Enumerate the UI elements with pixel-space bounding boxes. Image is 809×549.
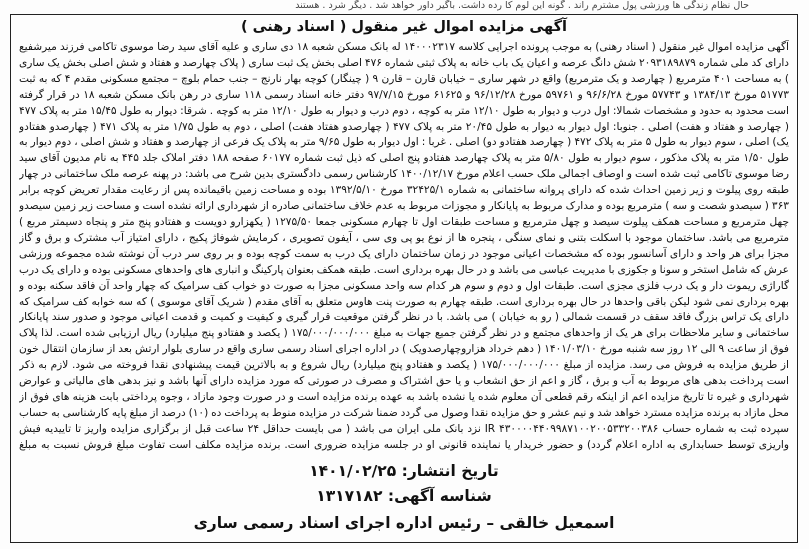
notice-id: شناسه آگهی: ۱۳۱۷۱۸۲ [316,487,492,505]
publish-date: تاریخ انتشار: ۱۴۰۱/۰۲/۲۵ [309,462,499,480]
notice-title: آگهی مزایده اموال غیر منقول ( اسناد رهنی ) [240,19,568,35]
auction-notice-box [10,14,798,543]
previous-notice-fragment: حال نظام زندگی ها ورزشی پول مشترم راند . گونه این لوم کا رده داشت. باگیر داور خواهد شد . دیگر شرد . هستند [295,0,749,11]
signature-line: اسمعیل خالقی – رئیس اداره اجرای اسناد رسمی ساری [193,514,615,532]
notice-body: آگهی مزایده اموال غیر منقول ( اسناد رهنی) به موجب پرونده اجرایی کلاسه ۱۴۰۰۰۲۳۱۷ له بانک مسکن شعبه ۱۸ دی ساری و علیه آقای سید رضا موسوی تاکامی فرزند میرشفیع دارای کد ملی شماره ۲۰۹۳۱۸۹۸۷۹ شش دانگ عرصه و اعیان یک باب خانه به پلاک ثبتی شماره ۴۷۶ اصلی بخش یک ثبت ساری ( پلاک چهارصد و هفتاد و شش اصلی بخش یک ساری ) به مساحت ۴۰۱ مترمربع ( چهارصد و یک مترمربع) واقع در شهر ساری – خیابان قارن – قارن ۹ ( چینگار) کوچه بهار نارنج – جنب حمام بلوچ – مجتمع مسکونی مقدم ۴ که به ثبت ۵۱۷۷۳ مورخ ۱۳۸۴/۱۳ و ۵۷۷۴۳ مورخ ۹۶/۶/۲۸ و ۵۹۷۶۱ مورخ ۹۶/۱۲/۲۸ و ۶۱۶۲۵ مورخ ۹۷/۷/۱۵ دفتر خانه اسناد رسمی ۱۱۸ ساری در رهن بانک مسکن شعبه ۱۸ در قرار گرفته است محدود به حدود و مشخصات شمالا: اول درب و دیوار به طول ۱۲/۱۰ متر به کوچه ، دوم درب و دیوار به طول ۱۲/۱۰ متر به کوچه . شرقا: دیوار به طول ۱۵/۴۵ متر به پلاک ۴۷۷ ( چهارصد و هفتاد و هفت) اصلی . جنوبا: اول دیوار به دیوار به طول ۲۰/۴۵ متر به پلاک ۴۷۷ ( چهارصدو هفتاد هفت) اصلی ، دوم به طول ۱/۷۵ متر به پلاک ۴۷۱ ( چهارصدو هفتادو یک) اصلی ، سوم دیوار به طول ۵ متر به پلاک ۴۷۲ ( چهارصد هفتادو دو) اصلی . غربا : اول دیوار به طول ۹/۶۵ متر به پلاک یک فرعی از چهارصد و هفتاد و شش اصلی ، دوم دیوار به طول ۱/۵۰ متر به پلاک مذکور ، سوم دیوار به طول ۵/۸۰ متر به پلاک چهارصد هفتادو پنج اصلی که ذیل ثبت شماره ۶۰۱۷۷ صفحه ۱۸۸ دفتر املاک جلد ۴۴۵ به نام مدیون آقای سید رضا موسوی تاکامی ثبت شده است و اوصاف اجمالی ملک حسب اعلام مورخ ۱۴۰۰/۱۲/۱۷ کارشناس رسمی دادگستری بدین شرح می باشد: در پهنه عرصه ملک ساختمانی در چهار طبقه روی پیلوت و زیر زمین احداث شده که دارای پروانه ساختمانی به شماره ۳۲۴۲۵/۱ مورخ ۱۳۹۲/۵/۱۰ بوده و مساحت زمین باقیمانده پس از رعایت مقدار تعریض کوچه برابر ۳۶۳ ( سیصدو شصت و سه ) مترمربع بوده و مدارک مربوط به پایانکار و مجوزات مربوط به عدم خلاف ساختمانی صادره از شهرداری ارائه نشده است و مساحت زیر زمین سیصدو چهل مترمربع و مساحت همکف پیلوت سیصد و چهل مترمربع و مساحت طبقات اول تا چهارم مسکونی جمعا ۱۲۷۵/۵۰ ( یکهزارو دویست و هفتادو پنج متر و پنجاه دسیمتر مربع ) مترمربع می باشد. ساختمان موجود با اسکلت بتنی و نمای سنگی ، پنجره ها از نوع یو پی وی سی ، آیفون تصویری ، کرمایش شوفاژ پکیج ، دارای امتیاز آب مشترک و برق و گاز مجزا برای هر واحد و دارای آسانسور بوده که مشخصات اعیانی موجود در زمان ساختمان دارای یک درب به سمت کوچه بوده و بر روی سر درب آن نوشته شده مجموعه ورزشی عرش که شامل استخر و سونا و جکوزی با مدیریت عباسی می باشد و در حال بهره برداری است. طبقه همکف بعنوان پارکینگ و انباری های واحدهای مسکونی بوده و دارای یک درب گاراژی ریموت دار و یک درب فلزی مجزی است. طبقات اول و دوم و سوم هر کدام سه واحد مسکونی مجزا به صورت دو خواب کف سرامیک که چهار واحد آن فاقد سکنه بوده و بهره برداری نمی شود لیکن باقی واحدها در حال بهره برداری است. طبقه چهارم به صورت پنت هاوس متعلق به آقای مقدم ( شریک آقای موسوی ) که سه خوابه کف سرامیک که دارای یک تراس بزرگ فاقد سقف در قسمت شمالی ( رو به خیابان ) می باشد. با در نظر گرفتن موقعیت قرار گیری و کیفیت و کمیت و قدمت اعیانی موجود و صدور سند پایانکار ساختمانی و سایر ملاحظات برای هر یک از واحدهای مجتمع و در نظر گرفتن جمیع جهات به مبلغ ۱۷۵/۰۰۰/۰۰۰/۰۰۰ ( یکصد و هفتادو پنج میلیارد) ریال ارزیابی شده است. لذا پلاک فوق از ساعت ۹ الی ۱۲ روز سه شنبه مورخ ۱۴۰۱/۰۳/۱۰ ( دهم خرداد هزاروچهارصدویک ) در اداره اجرای اسناد رسمی ساری واقع در ساری بلوار ارتش بعد از سازمان انتقال خون از طریق مزایده به فروش می رسد. مزایده از مبلغ ۱۷۵/۰۰۰/۰۰۰/۰۰۰ ( یکصد و هفتادو پنج میلیارد) ریال شروع و به بالاترین قیمت پیشنهادی نقدا فروخته می شود. لازم به ذکر است پرداخت بدهی های مربوط به آب و برق ، گاز و اعم از حق انشعاب و یا حق اشتراک و مصرف در صورتی که مورد مزایده دارای آنها باشد و نیز بدهی های مالیاتی و عوارض شهرداری و غیره تا تاریخ مزایده اعم از اینکه رقم قطعی آن معلوم شده یا نشده باشد به عهده برنده مزایده است و در صورت وجود مازاد ، وجوه پرداختی بابت هزینه های فوق از محل مازاد به برنده مزایده مسترد خواهد شد و نیم عشر و حق مزایده نقدا وصول می گردد ضمنا شرکت در مزایده منوط به پرداخت ده (۱۰) درصد از مبلغ پایه کارشناسی به حساب سپرده ثبت به شماره حساب ۴۳۰۰۰۰۴۴۰۹۹۸۷۱۰۰۲۰۰۵۳۳۲۰۰۳۸۶ IR نزد بانک ملی ایران می باشد ( می بایست حداقل ۲۴ ساعت قبل از برگزاری مزایده واریز تا تاییدیه فیش واریزی توسط حسابداری به اداره اعلام گردد) و حضور خریدار یا نماینده قانونی او در جلسه مزایده ضروری است. برنده مزایده مکلف است تفاوت مبلغ فروش نسبت به مبلغ [19,41,789,451]
